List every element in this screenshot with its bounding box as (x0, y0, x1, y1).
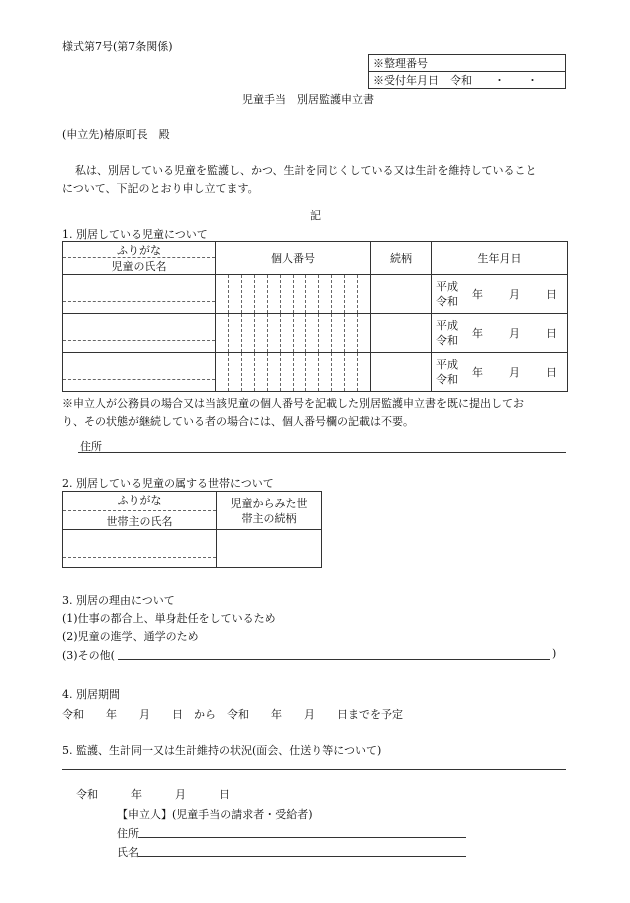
child-name-cell[interactable] (63, 353, 216, 392)
footer-date[interactable]: 令和 年 月 日 (76, 788, 230, 801)
reason-1[interactable]: (1)仕事の都合上、単身赴任をしているため (62, 612, 276, 625)
my-number-cell[interactable] (216, 314, 371, 353)
table-row (63, 314, 568, 353)
header-household-relation (217, 492, 322, 530)
reason-3-input[interactable] (118, 659, 550, 660)
page-title: 児童手当 別居監護申立書 (242, 93, 374, 106)
era-heisei: 平成 (436, 319, 458, 332)
year-label: 年 (472, 288, 483, 301)
section1-heading: 1. 別居している児童について (62, 228, 208, 241)
reason-3[interactable]: (3)その他( (62, 649, 115, 662)
header-child-name: 児童の氏名 (111, 260, 167, 273)
ki-label: 記 (310, 209, 321, 222)
section2-heading: 2. 別居している児童の属する世帯について (62, 477, 274, 490)
year-label: 年 (472, 366, 483, 379)
footer-name-input[interactable] (138, 856, 466, 857)
relation-cell[interactable] (371, 314, 432, 353)
year-label: 年 (472, 327, 483, 340)
footer-name-label: 氏名 (117, 846, 139, 859)
header-my-number: 個人番号 (216, 242, 371, 275)
birthdate-cell[interactable] (432, 314, 568, 353)
reason-3-close: ) (552, 647, 557, 660)
addressee: (申立先)椿原町長 殿 (62, 128, 170, 141)
applicant-label: 【申立人】(児童手当の請求者・受給者) (117, 808, 313, 821)
my-number-cell[interactable] (216, 353, 371, 392)
child-name-cell[interactable] (63, 275, 216, 314)
received-date-field[interactable]: ※受付年月日 令和 ・ ・ (369, 72, 566, 89)
day-label: 日 (546, 327, 557, 340)
section5-input[interactable] (62, 769, 566, 770)
section4-heading: 4. 別居期間 (62, 688, 120, 701)
section1-address-input[interactable] (78, 452, 566, 453)
header-name-cell (63, 242, 216, 275)
footer-address-label: 住所 (117, 827, 139, 840)
birthdate-cell[interactable] (432, 275, 568, 314)
header-furigana: ふりがな (63, 242, 215, 258)
reference-number-field[interactable]: ※整理番号 (369, 55, 566, 72)
form-number: 様式第7号(第7条関係) (62, 40, 173, 53)
footer-address-input[interactable] (138, 837, 466, 838)
header-birthdate: 生年月日 (432, 242, 568, 275)
period-text[interactable]: 令和 年 月 日 から 令和 年 月 日までを予定 (62, 708, 403, 721)
era-reiwa: 令和 (436, 295, 458, 308)
month-label: 月 (509, 288, 520, 301)
child-name-cell[interactable] (63, 314, 216, 353)
household-relation-cell[interactable] (217, 530, 322, 568)
header-relation: 続柄 (371, 242, 432, 275)
day-label: 日 (546, 288, 557, 301)
header-household-head-name: 世帯主の氏名 (106, 515, 173, 528)
relation-cell[interactable] (371, 275, 432, 314)
era-reiwa: 令和 (436, 373, 458, 386)
office-use-box (368, 54, 566, 89)
era-heisei: 平成 (436, 280, 458, 293)
household-head-name-cell[interactable] (63, 530, 217, 568)
household-head-cell (63, 492, 217, 530)
relation-cell[interactable] (371, 353, 432, 392)
table-row (63, 530, 322, 568)
note-line2: り、その状態が継続している者の場合には、個人番号欄の記載は不要。 (62, 415, 414, 428)
relation-header-line1: 児童からみた世 (230, 496, 308, 510)
table-row (63, 275, 568, 314)
month-label: 月 (509, 327, 520, 340)
section5-heading: 5. 監護、生計同一又は生計維持の状況(面会、仕送り等について) (62, 744, 382, 757)
month-label: 月 (509, 366, 520, 379)
intro-line2: について、下記のとおり申し立てます。 (62, 182, 259, 195)
children-table (62, 241, 568, 392)
era-heisei: 平成 (436, 358, 458, 371)
table-row (63, 353, 568, 392)
section1-address-label: 住所 (80, 440, 102, 453)
era-reiwa: 令和 (436, 334, 458, 347)
birthdate-cell[interactable] (432, 353, 568, 392)
day-label: 日 (546, 366, 557, 379)
section3-heading: 3. 別居の理由について (62, 594, 175, 607)
note-line1: ※申立人が公務員の場合又は当該児童の個人番号を記載した別居監護申立書を既に提出してお (62, 397, 524, 410)
reason-2[interactable]: (2)児童の進学、通学のため (62, 630, 199, 643)
relation-header-line2: 帯主の続柄 (241, 511, 297, 525)
my-number-cell[interactable] (216, 275, 371, 314)
household-table (62, 491, 322, 568)
header-furigana: ふりがな (63, 492, 216, 511)
intro-line1: 私は、別居している児童を監護し、かつ、生計を同じくしている又は生計を維持していること (75, 164, 537, 177)
